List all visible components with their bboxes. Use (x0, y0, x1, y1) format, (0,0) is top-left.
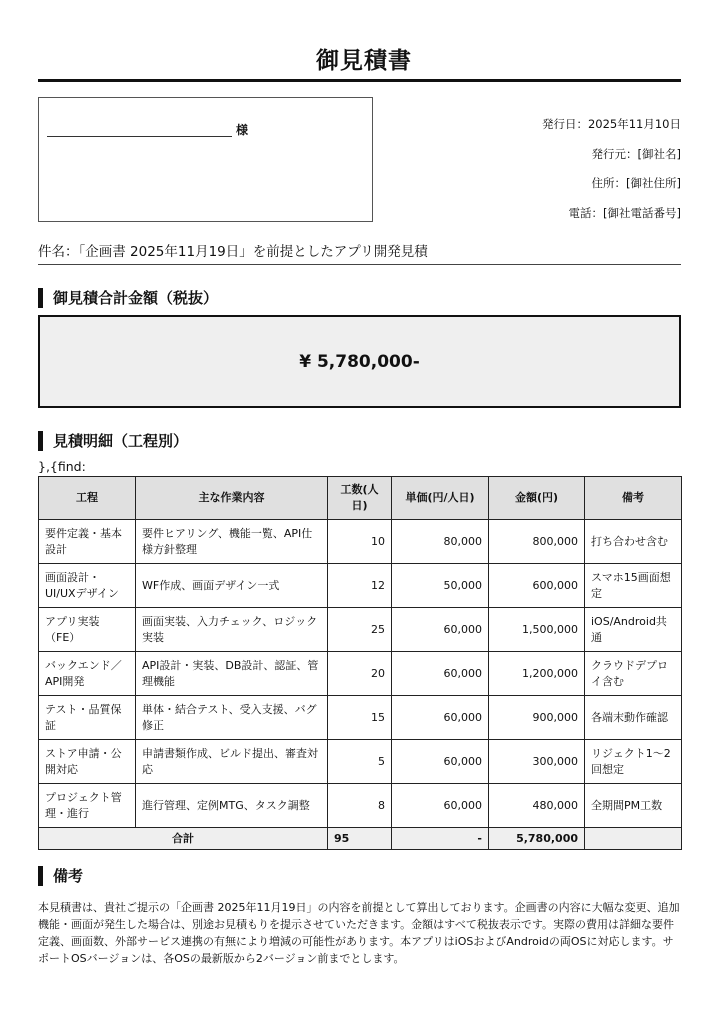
estimate-table (38, 476, 682, 850)
document-title: 御見積書 (316, 48, 412, 74)
process-cell: 要件定義・基本設計 (39, 520, 136, 564)
total-amount-box (38, 315, 681, 408)
issuer-info (542, 110, 681, 228)
notes-body: 本見積書は、貴社ご提示の「企画書 2025年11月19日」の内容を前提として算出しております。企画書の内容に大幅な変更、追加機能・画面が発生した場合は、別途お見積もりを提示させていただきます。金額はすべて税抜表示です。実際の費用は詳細な要件定義、画面数、外部サービス連携の有無により増減の可能性があります。本アプリはiOSおよびAndroidの両OSに対応します。サポートOSバージョンは、各OSの最新版から2バージョン前までとします。 (38, 901, 680, 965)
total-days: 95 (328, 828, 392, 850)
stray-text: },{find: (38, 459, 86, 474)
notes-heading: 備考 (38, 866, 83, 886)
work-cell: 申請書類作成、ビルド提出、審査対応 (136, 740, 328, 784)
days-cell: 20 (328, 652, 392, 696)
process-cell: テスト・品質保証 (39, 696, 136, 740)
subject-divider (38, 264, 681, 265)
amount-cell: 900,000 (489, 696, 585, 740)
process-cell: バックエンド／API開発 (39, 652, 136, 696)
days-cell: 12 (328, 564, 392, 608)
issuer-phone: 電話：[御社電話番号] (568, 205, 681, 220)
process-cell: 画面設計・UI/UXデザイン (39, 564, 136, 608)
subject-line: 件名：「企画書 2025年11月19日」を前提としたアプリ開発見積 (38, 244, 428, 260)
col-header-amount: 金額(円) (489, 477, 585, 520)
note-cell: スマホ15画面想定 (585, 564, 682, 608)
unit-price-cell: 50,000 (392, 564, 489, 608)
note-cell: iOS/Android共通 (585, 608, 682, 652)
amount-cell: 1,500,000 (489, 608, 585, 652)
work-cell: 要件ヒアリング、機能一覧、API仕様方針整理 (136, 520, 328, 564)
client-box (38, 97, 373, 222)
col-header-note: 備考 (585, 477, 682, 520)
col-header-days: 工数(人日) (328, 477, 392, 520)
table-row (39, 696, 682, 740)
issuer-address: 住所：[御社住所] (591, 176, 681, 190)
amount-cell: 800,000 (489, 520, 585, 564)
unit-price-cell: 80,000 (392, 520, 489, 564)
col-header-unit-price: 単価(円/人日) (392, 477, 489, 520)
table-row (39, 564, 682, 608)
unit-price-cell: 60,000 (392, 696, 489, 740)
unit-price-cell: 60,000 (392, 652, 489, 696)
table-row (39, 520, 682, 564)
work-cell: 単体・結合テスト、受入支援、バグ修正 (136, 696, 328, 740)
days-cell: 15 (328, 696, 392, 740)
work-cell: WF作成、画面デザイン一式 (136, 564, 328, 608)
note-cell: クラウドデプロイ含む (585, 652, 682, 696)
process-cell: プロジェクト管理・進行 (39, 784, 136, 828)
process-cell: ストア申請・公開対応 (39, 740, 136, 784)
table-row (39, 608, 682, 652)
title-divider (38, 79, 681, 82)
work-cell: API設計・実装、DB設計、認証、管理機能 (136, 652, 328, 696)
total-note (585, 828, 682, 850)
note-cell: リジェクト1〜2回想定 (585, 740, 682, 784)
note-cell: 打ち合わせ含む (585, 520, 682, 564)
note-cell: 全期間PM工数 (585, 784, 682, 828)
client-name-blank (47, 136, 232, 137)
table-row (39, 652, 682, 696)
process-cell: アプリ実装（FE） (39, 608, 136, 652)
detail-heading: 見積明細（工程別） (38, 431, 188, 451)
days-cell: 8 (328, 784, 392, 828)
total-heading: 御見積合計金額（税抜） (38, 288, 218, 308)
total-label: 合計 (39, 828, 328, 850)
unit-price-cell: 60,000 (392, 740, 489, 784)
days-cell: 25 (328, 608, 392, 652)
total-amount: ¥ 5,780,000- (299, 351, 420, 372)
total-unit: - (392, 828, 489, 850)
work-cell: 進行管理、定例MTG、タスク調整 (136, 784, 328, 828)
total-amount-cell: 5,780,000 (489, 828, 585, 850)
issuer-company: 発行元：[御社名] (591, 146, 681, 161)
unit-price-cell: 60,000 (392, 608, 489, 652)
issue-date: 発行日：2025年11月10日 (541, 117, 681, 131)
amount-cell: 480,000 (489, 784, 585, 828)
client-honorific: 様 (236, 123, 249, 137)
days-cell: 5 (328, 740, 392, 784)
amount-cell: 300,000 (489, 740, 585, 784)
table-row (39, 784, 682, 828)
amount-cell: 1,200,000 (489, 652, 585, 696)
table-header-row (39, 477, 682, 520)
col-header-process: 工程 (39, 477, 136, 520)
unit-price-cell: 60,000 (392, 784, 489, 828)
col-header-work: 主な作業内容 (136, 477, 328, 520)
days-cell: 10 (328, 520, 392, 564)
table-total-row (39, 828, 682, 850)
table-row (39, 740, 682, 784)
amount-cell: 600,000 (489, 564, 585, 608)
note-cell: 各端末動作確認 (585, 696, 682, 740)
work-cell: 画面実装、入力チェック、ロジック実装 (136, 608, 328, 652)
